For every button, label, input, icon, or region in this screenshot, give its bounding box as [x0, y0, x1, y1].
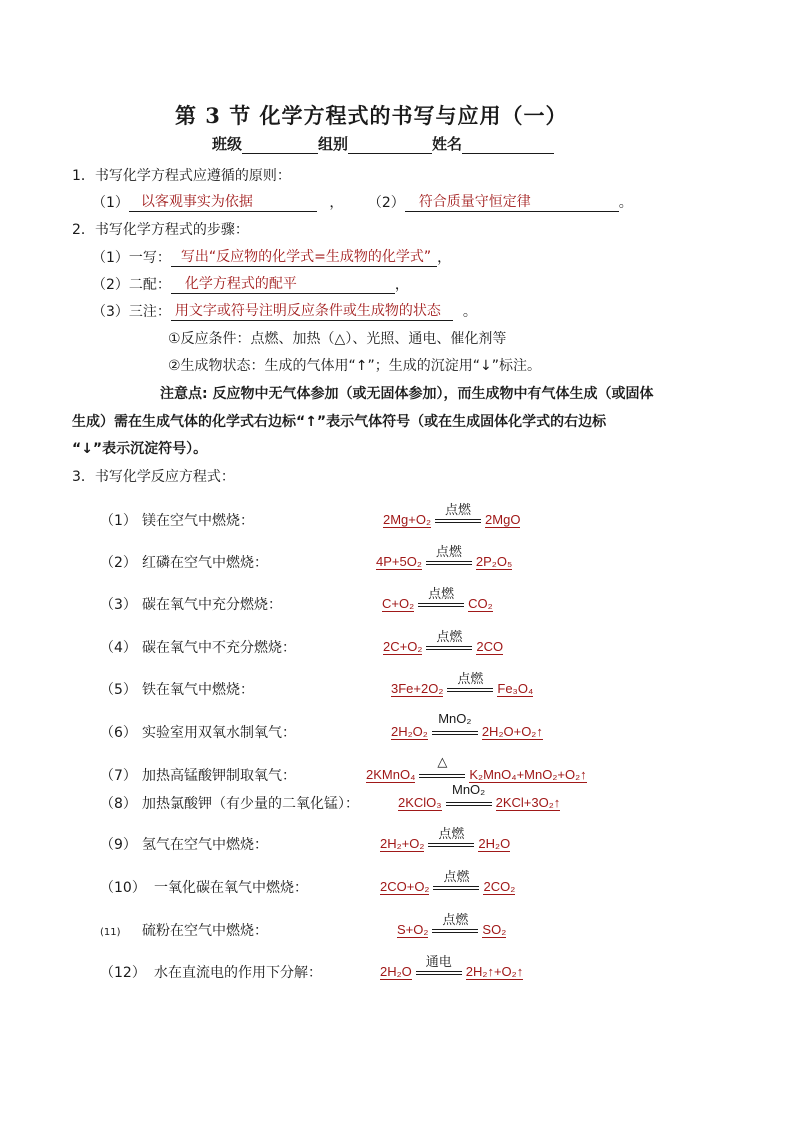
equation-answer [391, 670, 534, 697]
section-3-heading: 3．书写化学反应方程式： [72, 469, 235, 485]
reaction-condition: △ [437, 753, 448, 769]
equation-answer [380, 825, 511, 852]
equation-reactants: 2H₂O [380, 964, 412, 979]
period: 。 [618, 195, 633, 211]
equation-answer [383, 501, 521, 528]
equation-answer [383, 628, 504, 655]
equation-products: SO₂ [482, 922, 507, 937]
group-field[interactable] [348, 135, 432, 154]
equation-products: 2CO₂ [483, 879, 516, 894]
principle-2-num: （2） [367, 195, 405, 211]
principles-row [92, 191, 633, 212]
equation-answer [398, 781, 561, 811]
equals-sign [428, 825, 474, 852]
reaction-condition: 点燃 [442, 911, 469, 927]
reaction-item [100, 594, 282, 614]
note-line-2: 生成）需在生成气体的化学式右边标“↑”表示气体符号（或在生成固体化学式的右边标 [72, 414, 607, 430]
reaction-description: 硫粉在空气中燃烧： [142, 923, 268, 939]
step-3-end: 。 [462, 304, 477, 320]
name-label: 姓名 [432, 135, 463, 153]
equation-reactants: 2KMnO₄ [366, 767, 416, 782]
equation-reactants: 2H₂+O₂ [380, 836, 425, 851]
reaction-item [100, 834, 268, 854]
reaction-number: （2） [100, 555, 137, 571]
page-title: 第 3 节 化学方程式的书写与应用（一） [175, 103, 568, 128]
reaction-number: （5） [100, 682, 137, 698]
reaction-number: （12） [100, 965, 146, 981]
reaction-number: （8） [100, 796, 137, 812]
reaction-item [100, 679, 254, 699]
name-field[interactable] [462, 135, 554, 154]
equals-sign [432, 710, 478, 740]
step-1 [92, 246, 451, 267]
equals-sign [426, 543, 472, 570]
equation-answer [397, 911, 507, 938]
reaction-item [100, 637, 296, 657]
step-2-label: （2）二配： [92, 277, 171, 293]
equals-sign [418, 585, 464, 612]
equation-reactants: S+O₂ [397, 922, 429, 937]
reaction-conditions: ①反应条件：点燃、加热（△）、光照、通电、催化剂等 [168, 331, 507, 347]
reaction-description: 碳在氧气中不充分燃烧： [142, 640, 296, 656]
equation-products: 2KCl+3O₂↑ [495, 795, 561, 810]
reaction-condition: 通电 [425, 953, 452, 969]
equation-products: 2H₂O+O₂↑ [481, 724, 543, 739]
reaction-description: 碳在氧气中充分燃烧： [142, 597, 282, 613]
reaction-item [100, 552, 268, 572]
equation-reactants: C+O₂ [382, 596, 415, 611]
section-2-heading: 2．书写化学方程式的步骤： [72, 222, 249, 238]
principle-2-answer: 符合质量守恒定律 [405, 191, 619, 212]
reaction-number: （9） [100, 837, 137, 853]
equation-reactants: 2H₂O₂ [391, 724, 428, 739]
class-label: 班级 [212, 135, 243, 153]
section-1-heading: 1．书写化学方程式应遵循的原则： [72, 168, 291, 184]
step-1-label: （1）一写： [92, 250, 171, 266]
equals-sign [426, 628, 472, 655]
reaction-description: 水在直流电的作用下分解： [154, 965, 322, 981]
student-info-row [212, 133, 554, 154]
equation-reactants: 2KClO₃ [398, 795, 442, 810]
equation-answer [382, 585, 493, 612]
equation-answer [391, 710, 543, 740]
reaction-item [100, 877, 308, 897]
step-3-answer: 用文字或符号注明反应条件或生成物的状态 [171, 300, 453, 321]
reaction-description: 实验室用双氧水制氧气： [142, 725, 296, 741]
reaction-item [100, 920, 268, 940]
step-2-answer: 化学方程式的配平 [171, 273, 395, 294]
equation-products: 2H₂O [478, 836, 511, 851]
equation-reactants: 2Mg+O₂ [383, 512, 432, 527]
equation-reactants: 4P+5O₂ [376, 554, 422, 569]
equals-sign [433, 868, 479, 895]
equation-reactants: 3Fe+2O₂ [391, 681, 444, 696]
reaction-condition: 点燃 [435, 543, 462, 559]
step-3 [92, 300, 477, 321]
product-states: ②生成物状态：生成的气体用“↑”；生成的沉淀用“↓”标注。 [168, 358, 542, 374]
reaction-item [100, 765, 296, 785]
equation-reactants: 2CO+O₂ [380, 879, 430, 894]
reaction-number: （4） [100, 640, 137, 656]
equation-answer [380, 953, 524, 980]
equals-sign [447, 670, 493, 697]
step-1-end: ， [437, 250, 452, 266]
reaction-number: （1） [100, 513, 137, 529]
reaction-description: 红磷在空气中燃烧： [142, 555, 268, 571]
reaction-condition: MnO₂ [438, 710, 472, 726]
reaction-description: 镁在空气中燃烧： [142, 513, 254, 529]
reaction-condition: 点燃 [428, 585, 455, 601]
equation-answer [380, 868, 516, 895]
class-field[interactable] [242, 135, 318, 154]
reaction-number: （6） [100, 725, 137, 741]
equation-products: K₂MnO₄+MnO₂+O₂↑ [469, 767, 587, 782]
equals-sign [419, 753, 465, 783]
equals-sign [432, 911, 478, 938]
equation-products: 2P₂O₅ [475, 554, 513, 569]
equals-sign [435, 501, 481, 528]
equation-reactants: 2C+O₂ [383, 639, 423, 654]
step-1-answer: 写出“反应物的化学式=生成物的化学式” [171, 246, 437, 267]
reaction-item [100, 722, 296, 742]
comma: ， [329, 195, 344, 211]
equation-products: 2MgO [485, 512, 521, 527]
reaction-number: （10） [100, 880, 146, 896]
reaction-number: (11) [100, 927, 121, 938]
reaction-condition: 点燃 [457, 670, 484, 686]
equals-sign [446, 781, 492, 811]
equation-products: Fe₃O₄ [497, 681, 534, 696]
reaction-description: 氢气在空气中燃烧： [142, 837, 268, 853]
equals-sign [416, 953, 462, 980]
reaction-description: 加热高锰酸钾制取氧气： [142, 768, 296, 784]
reaction-item [100, 962, 322, 982]
reaction-item [100, 510, 254, 530]
note-line-3: “↓”表示沉淀符号）。 [72, 441, 208, 457]
group-label: 组别 [318, 135, 349, 153]
reaction-description: 铁在氧气中燃烧： [142, 682, 254, 698]
principle-1-num: （1） [92, 195, 129, 211]
reaction-condition: 点燃 [443, 868, 470, 884]
equation-answer [376, 543, 513, 570]
reaction-condition: 点燃 [445, 501, 472, 517]
equation-products: 2CO [476, 639, 504, 654]
equation-products: CO₂ [468, 596, 493, 611]
step-3-label: （3）三注： [92, 304, 171, 320]
reaction-item [100, 793, 359, 813]
reaction-condition: MnO₂ [451, 781, 486, 797]
step-2 [92, 273, 409, 294]
reaction-number: （3） [100, 597, 137, 613]
note-line-1: 注意点: 反应物中无气体参加（或无固体参加），而生成物中有气体生成（或固体 [160, 386, 654, 402]
reaction-description: 加热氯酸钾（有少量的二氧化锰）： [142, 796, 359, 812]
reaction-condition: 点燃 [436, 628, 463, 644]
equation-products: 2H₂↑+O₂↑ [465, 964, 524, 979]
principle-1-answer: 以客观事实为依据 [129, 191, 317, 212]
reaction-condition: 点燃 [438, 825, 465, 841]
reaction-description: 一氧化碳在氧气中燃烧： [154, 880, 308, 896]
step-2-end: ， [394, 277, 409, 293]
reaction-number: （7） [100, 768, 137, 784]
